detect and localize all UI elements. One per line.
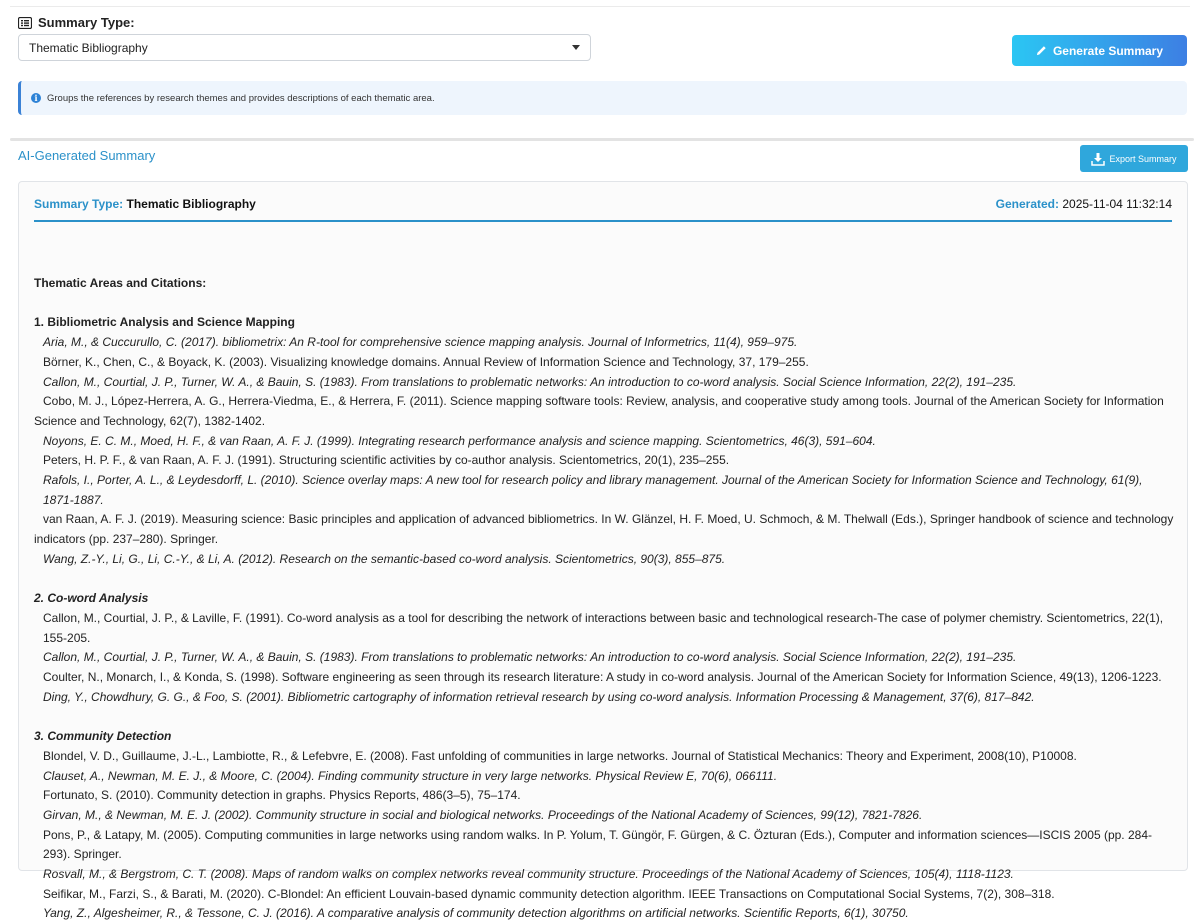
reference-item: Noyons, E. C. M., Moed, H. F., & van Raan, A. F. J. (1999). Integrating research performance analysis and science mapping. Scientometrics, 46(3), 591–604. — [43, 433, 876, 448]
export-summary-label: Export Summary — [1109, 153, 1177, 164]
export-summary-button[interactable] — [1080, 145, 1188, 172]
section-divider — [10, 138, 1194, 141]
summary-type-key: Summary Type: — [34, 197, 124, 211]
thematic-heading: Thematic Areas and Citations: — [34, 276, 207, 290]
reference-item: Börner, K., Chen, C., & Boyack, K. (2003). Visualizing knowledge domains. Annual Review of Information Science and Technology, 37, 179–255. — [43, 354, 809, 369]
reference-item: Cobo, M. J., López-Herrera, A. G., Herrera-Viedma, E., & Herrera, F. (2011). Science mapping software tools: Review, analysis, and cooperative study among tools. Journal of the American Society for Information Science and Technology, 62(7), 1382-1402. — [34, 394, 1164, 428]
ai-summary-title: AI-Generated Summary — [18, 148, 156, 163]
theme-title: 1. Bibliometric Analysis and Science Mapping — [34, 315, 295, 330]
reference-item: Wang, Z.-Y., Li, G., Li, C.-Y., & Li, A. (2012). Research on the semantic-based co-word analysis. Scientometrics, 90(3), 855–875. — [43, 551, 726, 566]
summary-content — [34, 274, 1175, 924]
reference-item: Fortunato, S. (2010). Community detection in graphs. Physics Reports, 486(3–5), 75–174. — [43, 788, 521, 803]
reference-item: Pons, P., & Latapy, M. (2005). Computing communities in large networks using random walks. In P. Yolum, T. Güngör, F. Gürgen, & C. Özturan (Eds.), Computer and information sciences—ISCIS 2005 (pp. 284-293). Springer. — [43, 827, 1152, 862]
summary-type-label — [18, 15, 135, 30]
reference-item: Clauset, A., Newman, M. E. J., & Moore, C. (2004). Finding community structure in very large networks. Physical Review E, 70(6), 066111. — [43, 768, 778, 783]
reference-item: Girvan, M., & Newman, M. E. J. (2002). Community structure in social and biological networks. Proceedings of the National Academy of Sciences, 99(12), 7821-7826. — [43, 807, 923, 822]
pencil-icon — [1036, 45, 1047, 56]
theme-title: 3. Community Detection — [34, 729, 172, 744]
reference-item: Aria, M., & Cuccurullo, C. (2017). bibliometrix: An R-tool for comprehensive science mapping analysis. Journal of Informetrics, 11(4), 959–975. — [43, 335, 798, 350]
info-alert — [18, 81, 1187, 115]
reference-item: Rafols, I., Porter, A. L., & Leydesdorff, L. (2010). Science overlay maps: A new tool for research policy and library management. Journal of the American Society for Information Science and Technology, 61(9), 1871-1887. — [43, 473, 1143, 507]
info-icon: i — [31, 93, 41, 103]
theme-title: 2. Co-word Analysis — [34, 591, 149, 606]
reference-item: Coulter, N., Monarch, I., & Konda, S. (1998). Software engineering as seen through its research literature: A study in co-word analysis. Journal of the American Society for Information Science, 49(13), 1206-1223. — [43, 670, 1162, 685]
reference-item: Callon, M., Courtial, J. P., Turner, W. A., & Bauin, S. (1983). From translations to problematic networks: An introduction to co-word analysis. Social Science Information, 22(2), 191–235. — [43, 650, 1017, 665]
generated-key: Generated: — [995, 197, 1059, 211]
reference-item: Ding, Y., Chowdhury, G. G., & Foo, S. (2001). Bibliometric cartography of information retrieval research by using co-word analysis. Information Processing & Management, 37(6), 817–842. — [43, 689, 1035, 704]
reference-item: van Raan, A. F. J. (2019). Measuring science: Basic principles and application of advanced bibliometrics. In W. Glänzel, H. F. Moed, U. Schmoch, & M. Thelwall (Eds.), Springer handbook of science and technology indicators (pp. 237–280). Springer. — [34, 512, 1174, 547]
summary-type-value: Thematic Bibliography — [126, 197, 256, 211]
summary-meta — [34, 197, 1172, 221]
reference-item: Callon, M., Courtial, J. P., & Laville, F. (1991). Co-word analysis as a tool for describing the network of interactions between basic and technological research-The case of polymer chemistry. Scientometrics, 22(1), 155-205. — [43, 610, 1164, 645]
generate-summary-button[interactable] — [1012, 35, 1187, 66]
summary-card — [18, 181, 1188, 921]
summary-type-select-value: Thematic Bibliography — [29, 40, 148, 55]
meta-divider — [34, 220, 1172, 222]
reference-item: Rosvall, M., & Bergstrom, C. T. (2008). Maps of random walks on complex networks reveal community structure. Proceedings of the National Academy of Sciences, 105(4), 1118-1123. — [43, 867, 1014, 882]
summary-type-label-text: Summary Type: — [38, 15, 135, 30]
reference-item: Peters, H. P. F., & van Raan, A. F. J. (1991). Structuring scientific activities by co-author analysis. Scientometrics, 20(1), 235–255. — [43, 453, 730, 468]
generate-summary-label: Generate Summary — [1052, 43, 1164, 58]
reference-item: Blondel, V. D., Guillaume, J.-L., Lambiotte, R., & Lefebvre, E. (2008). Fast unfolding of communities in large networks. Journal of Statistical Mechanics: Theory and Experiment, 2008(10), P10008. — [43, 748, 1077, 763]
reference-item: Callon, M., Courtial, J. P., Turner, W. A., & Bauin, S. (1983). From translations to problematic networks: An introduction to co-word analysis. Social Science Information, 22(2), 191–235. — [43, 374, 1017, 389]
summary-type-select[interactable] — [18, 34, 591, 61]
summary-type-meta — [34, 197, 256, 211]
generated-meta — [996, 197, 1172, 211]
chevron-down-icon — [572, 45, 580, 50]
reference-item: Yang, Z., Algesheimer, R., & Tessone, C. J. (2016). A comparative analysis of community detection algorithms on artificial networks. Scientific Reports, 6(1), 30750. — [43, 906, 909, 921]
generated-value: 2025-11-04 11:32:14 — [1062, 197, 1172, 211]
top-divider — [10, 6, 1190, 7]
download-icon — [1091, 152, 1105, 166]
info-text: Groups the references by research themes and provides descriptions of each thematic area. — [47, 92, 435, 104]
list-icon — [18, 17, 32, 29]
reference-item: Seifikar, M., Farzi, S., & Barati, M. (2020). C-Blondel: An efficient Louvain-based dynamic community detection algorithm. IEEE Transactions on Computational Social Systems, 7(2), 308–318. — [43, 886, 1055, 901]
